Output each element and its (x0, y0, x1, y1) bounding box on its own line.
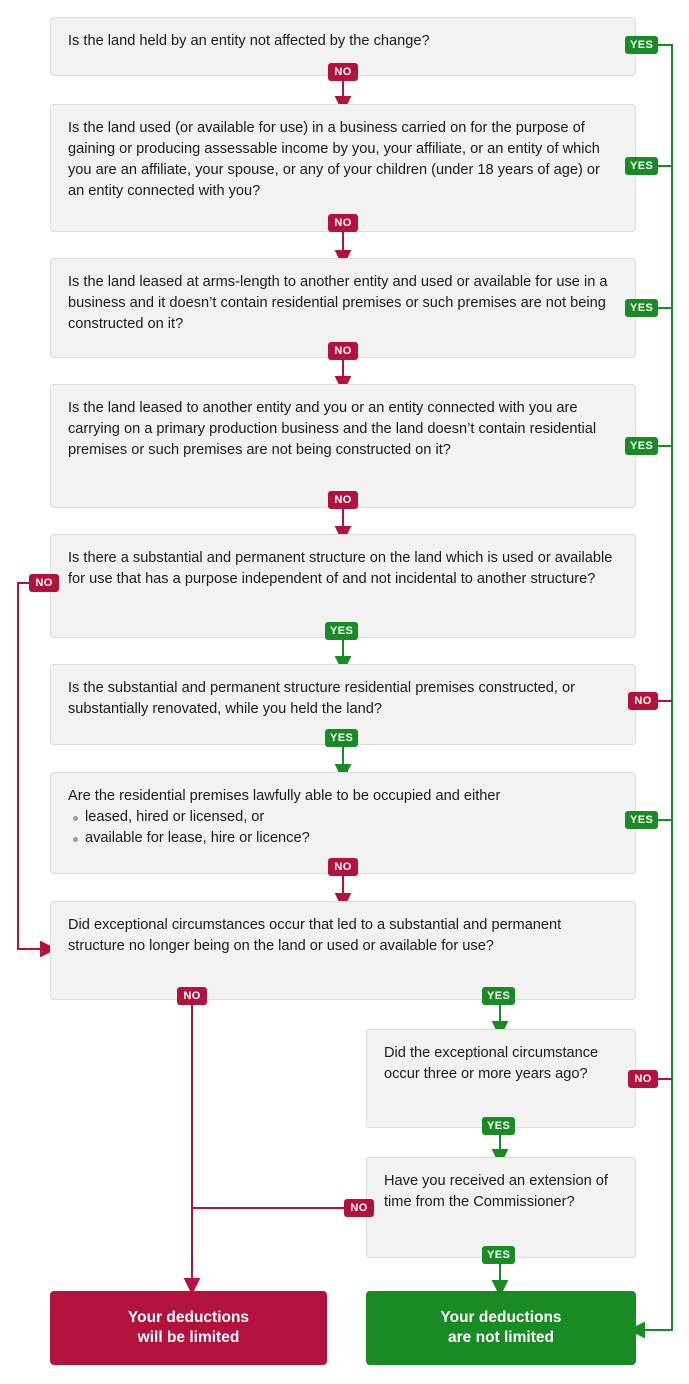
edge-label-q6-no: NO (628, 692, 658, 710)
question-lead: Are the residential premises lawfully able to be occupied and either (68, 788, 501, 804)
question-text: Is the land used (or available for use) in a business carried on for the purpose of gaining or producing assessable income by you, your affiliate, or an entity of which you are an affiliate, your spouse, or any of your children (under 18 years of age) or an entity connected with you? (68, 120, 600, 199)
question-box-q4 (50, 384, 636, 508)
edge-label-q9-yes: YES (482, 1117, 515, 1135)
outcome-line-2: are not limited (448, 1329, 554, 1346)
question-text: Did the exceptional circumstance occur three or more years ago? (384, 1045, 599, 1082)
edge-label-q2-no: NO (328, 214, 358, 232)
question-text: Is there a substantial and permanent structure on the land which is used or available for use that has a purpose independent of and not incidental to another structure? (68, 550, 613, 587)
outcome-line-1: Your deductions (440, 1309, 562, 1326)
question-text: Did exceptional circumstances occur that led to a substantial and permanent structure no longer being on the land or used or available for use? (68, 917, 562, 954)
outcome-deductions-limited (50, 1291, 327, 1365)
edge-label-q10-yes: YES (482, 1246, 515, 1264)
edge-label-q6-yes: YES (325, 729, 358, 747)
question-text: Is the land leased at arms-length to another entity and used or available for use in a business and it doesn’t contain residential premises or such premises are not being constructed on it? (68, 274, 608, 332)
edge-label-q2-yes: YES (625, 157, 658, 175)
question-box-q9 (366, 1029, 636, 1128)
outcome-line-2: will be limited (137, 1329, 240, 1346)
edge-label-q3-no: NO (328, 342, 358, 360)
edge-label-q4-yes: YES (625, 437, 658, 455)
edge-label-q7-yes: YES (625, 811, 658, 829)
edge-label-q4-no: NO (328, 491, 358, 509)
question-text: Is the land held by an entity not affected by the change? (68, 33, 430, 49)
list-item: leased, hired or licensed, or (85, 807, 619, 828)
question-box-q2 (50, 104, 636, 232)
edge-label-q7-no: NO (328, 858, 358, 876)
edge-label-q8-no: NO (177, 987, 207, 1005)
question-box-q8 (50, 901, 636, 1000)
edge-label-q8-yes: YES (482, 987, 515, 1005)
edge-label-q9-no: NO (628, 1070, 658, 1088)
question-box-q10 (366, 1157, 636, 1258)
question-text: Have you received an extension of time from the Commissioner? (384, 1173, 608, 1210)
edge-label-q10-no: NO (344, 1199, 374, 1217)
edge-label-q1-yes: YES (625, 36, 658, 54)
question-text: Is the land leased to another entity and you or an entity connected with you are carrying on a primary production business and the land doesn’t contain residential premises or such premises are not being constructed on it? (68, 400, 597, 458)
edge-label-q3-yes: YES (625, 299, 658, 317)
list-item: available for lease, hire or licence? (85, 828, 619, 849)
edge-label-q5-no: NO (29, 574, 59, 592)
question-bullet-list (68, 807, 619, 849)
question-text: Is the substantial and permanent structure residential premises constructed, or substantially renovated, while you held the land? (68, 680, 575, 717)
edge-label-q5-yes: YES (325, 622, 358, 640)
outcome-line-1: Your deductions (127, 1309, 250, 1326)
edge-label-q1-no: NO (328, 63, 358, 81)
outcome-deductions-not-limited (366, 1291, 636, 1365)
